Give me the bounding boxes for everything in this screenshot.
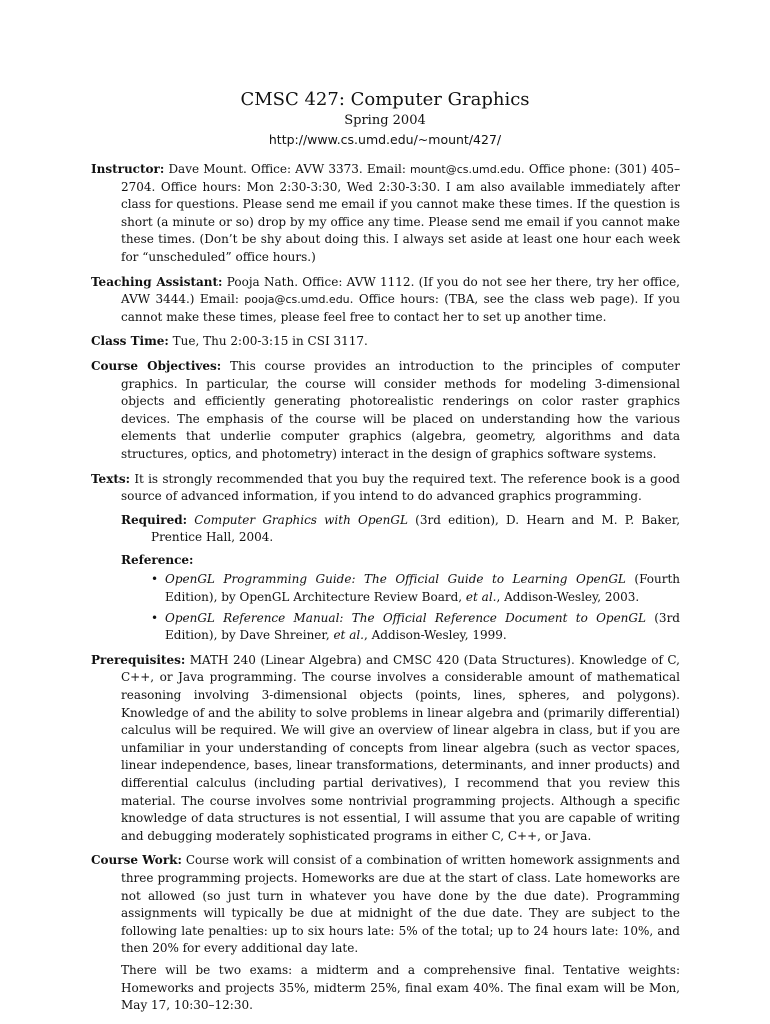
instructor-text-b: . Office phone: (301) 405–2704. Office hours: Mon 2:30-3:30, Wed 2:30-3:30. I am also available immediately after class for questions. Please send me email if you cannot make these times. If the question is short (a minute or so) drop by my office any time. Please send me email if you cannot make these times. (Don’t be shy about doing this. I always set aside at least one hour each week for “unscheduled” office hours.) <box>121 162 680 264</box>
syllabus-body <box>91 161 680 1015</box>
ta-email: pooja@cs.umd.edu <box>244 293 350 307</box>
ref2-etal: et al. <box>333 628 364 643</box>
course-title: CMSC 427: Computer Graphics <box>240 89 530 110</box>
objectives-text: This course provides an introduction to the principles of computer graphics. In particular, the course will consider methods for modeling 3-dimensional objects and efficiently generating photorealistic renderings on color raster graphics devices. The emphasis of the course will be placed on understanding how the various elements that underlie computer graphics (algebra, geometry, algorithms and data structures, optics, and photometry) interact in the design of graphics software systems. <box>121 358 680 461</box>
bullet-icon: • <box>151 610 159 625</box>
texts-text: It is strongly recommended that you buy the required text. The reference book is a good source of advanced information, if you intend to do advanced graphics programming. <box>121 471 680 504</box>
coursework-section <box>91 852 680 958</box>
objectives-label: Course Objectives: <box>91 358 222 373</box>
required-text <box>121 512 680 547</box>
instructor-section <box>91 161 680 267</box>
ta-label: Teaching Assistant: <box>91 274 223 289</box>
texts-label: Texts: <box>91 471 131 486</box>
ref2-details-b: , Addison-Wesley, 1999. <box>364 628 507 643</box>
ref1-title: OpenGL Programming Guide: The Official Guide to Learning OpenGL <box>165 572 626 587</box>
ref2-details-a: (3rd Edition), by Dave Shreiner, <box>165 610 680 643</box>
ref1-details-b: , Addison-Wesley, 2003. <box>496 590 640 605</box>
class-time-section <box>91 333 680 351</box>
ref1-etal: et al. <box>465 590 497 605</box>
class-time-label: Class Time: <box>91 334 169 349</box>
document-header <box>0 88 770 149</box>
course-url: http://www.cs.umd.edu/~mount/427/ <box>268 132 502 147</box>
coursework-text: Course work will consist of a combination of written homework assignments and three programming projects. Homeworks are due at the start of class. Late homeworks are not allowed (so just turn in whatever you have done by the due date). Programming assignments will typically be due at midnight of the due date. They are subject to the following late penalties: up to six hours late: 5% of the total; up to 24 hours late: 10%, and then 20% for every additional day late. <box>121 853 680 956</box>
required-book-details: (3rd edition), D. Hearn and M. P. Baker, Prentice Hall, 2004. <box>151 512 681 545</box>
required-label: Required: <box>121 512 188 527</box>
course-term: Spring 2004 <box>344 113 426 128</box>
instructor-label: Instructor: <box>91 162 165 176</box>
instructor-text-a: Dave Mount. Office: AVW 3373. Email: <box>168 162 411 176</box>
list-item <box>151 610 680 645</box>
ta-section <box>91 274 680 327</box>
coursework-label: Course Work: <box>91 853 182 868</box>
list-item <box>151 571 680 606</box>
exams-paragraph: There will be two exams: a midterm and a comprehensive final. Tentative weights: Homeworks and projects 35%, midterm 25%, final exam 40%. The final exam will be Mon, May 17, 10:30–12:30. <box>121 962 680 1013</box>
prerequisites-section <box>91 652 680 846</box>
required-book-title: Computer Graphics with OpenGL <box>194 512 408 527</box>
prerequisites-text: MATH 240 (Linear Algebra) and CMSC 420 (Data Structures). Knowledge of C, C++, or Java programming. The course involves a considerable amount of mathematical reasoning involving 3-dimensional objects (points, lines, spheres, and polygons). Knowledge of and the ability to solve problems in linear algebra and (primarily differential) calculus will be required. We will give an overview of linear algebra in class, but if you are unfamiliar in your understanding of concepts from linear algebra (such as vector spaces, linear independence, bases, linear transformations, determinants, and inner products) and differential calculus (including partial derivatives), I recommend that you review this material. The course involves some nontrivial programming projects. Although a specific knowledge of data structures is not essential, I will assume that you are capable of writing and debugging moderately sophisticated programs in either C, C++, or Java. <box>121 652 680 843</box>
ta-text-a: Pooja Nath. Office: AVW 1112. (If you do not see her there, try her office, AVW 3444.) Email: <box>121 274 680 307</box>
class-time-text: Tue, Thu 2:00-3:15 in CSI 3117. <box>172 334 368 349</box>
bullet-icon: • <box>151 572 159 587</box>
ref1-details-a: (Fourth Edition), by OpenGL Architecture Review Board, <box>165 572 680 605</box>
ref2-title: OpenGL Reference Manual: The Official Reference Document to OpenGL <box>165 610 646 625</box>
prerequisites-label: Prerequisites: <box>91 652 186 667</box>
objectives-section <box>91 358 680 464</box>
reference-list <box>151 571 680 644</box>
ta-text-b: . Office hours: (TBA, see the class web page). If you cannot make these times, please feel free to contact her to set up another time. <box>121 292 680 324</box>
texts-section <box>91 471 680 506</box>
instructor-email: mount@cs.umd.edu <box>410 163 521 176</box>
reference-label: Reference: <box>121 552 194 567</box>
